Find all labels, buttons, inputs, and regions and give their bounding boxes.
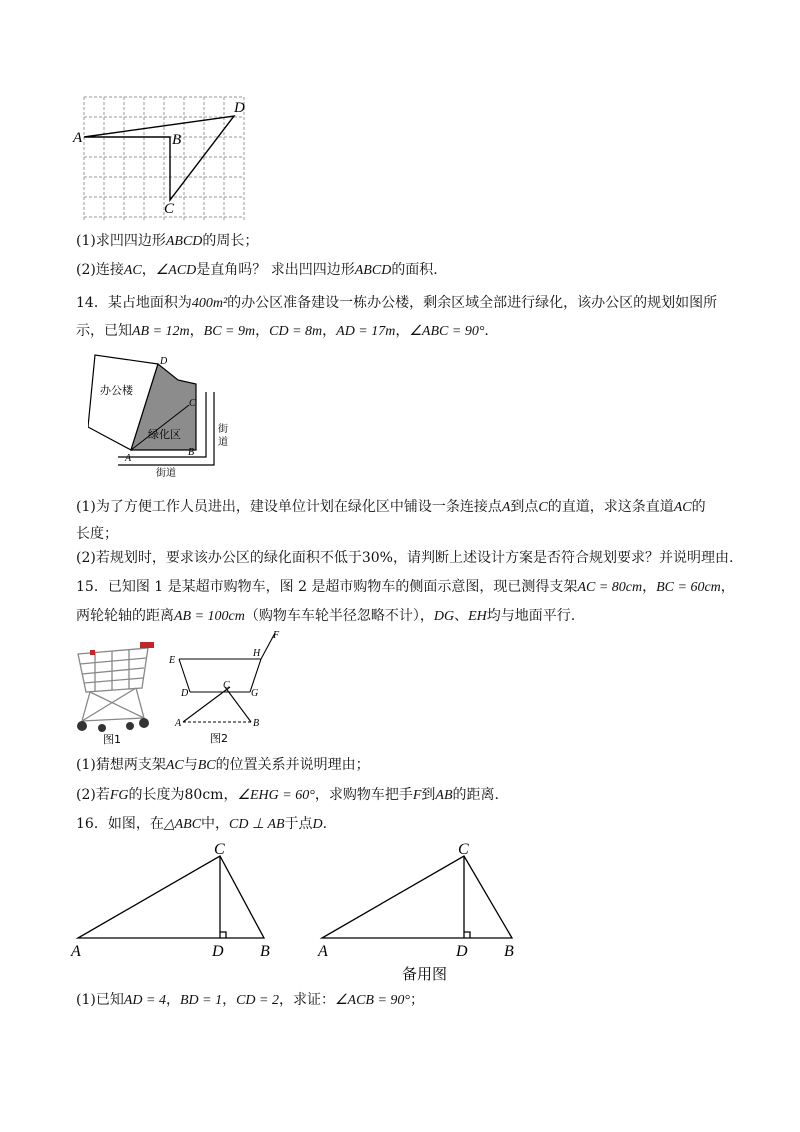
label-D: D	[234, 100, 245, 116]
q13-grid-figure	[70, 92, 260, 227]
q13-part1: (1)求凹四边形ABCD的周长；	[76, 233, 259, 249]
label-F: F	[273, 630, 280, 641]
q14-part1-line2: 长度；	[76, 526, 118, 542]
q14-part1-line1: (1)为了方便工作人员进出，建设单位计划在绿化区中铺设一条连接点A到点C的直道，求这条直道AC的	[76, 499, 706, 515]
q14-intro-line1: 14．某占地面积为400m²的办公区准备建设一栋办公楼，剩余区域全部进行绿化，该办公区的规划如图所	[76, 295, 718, 311]
label-A: A	[73, 130, 83, 146]
q15-cart-schematic	[165, 630, 285, 745]
label-A: A	[125, 453, 132, 464]
triangle-spare	[322, 856, 512, 938]
q14-part2: (2)若规划时，要求该办公区的绿化面积不低于30%，请判断上述设计方案是否符合规划要求？并说明理由.	[76, 550, 734, 566]
q16-intro: 16．如图，在△ABC中，CD ⊥ AB于点D.	[76, 816, 328, 832]
label-D: D	[160, 356, 168, 367]
label-B: B	[260, 943, 270, 960]
street-vertical-label-1: 街	[218, 424, 228, 435]
label-B: B	[253, 718, 260, 729]
fig2-caption: 图2	[210, 732, 228, 745]
label-C: C	[214, 841, 225, 858]
street-horizontal-label: 街道	[156, 468, 176, 479]
q15-cart-photo	[70, 636, 160, 746]
triangle-main	[78, 856, 264, 938]
label-B-spare: B	[504, 943, 514, 960]
q14-office-figure	[88, 352, 233, 482]
label-C-spare: C	[458, 841, 469, 858]
q15-part1: (1)猜想两支架AC与BC的位置关系并说明理由；	[76, 757, 370, 773]
label-D-spare: D	[456, 943, 468, 960]
street-vertical-label-2: 道	[218, 437, 228, 448]
q16-triangles-figure	[66, 838, 526, 988]
label-A-spare: A	[318, 943, 328, 960]
q14-intro-line2: 示，已知AB = 12m，BC = 9m，CD = 8m，AD = 17m，∠ABC = 90°.	[76, 323, 489, 339]
building-label: 办公楼	[100, 384, 133, 397]
label-D: D	[181, 688, 189, 699]
label-A: A	[71, 943, 81, 960]
q15-part2: (2)若FG的长度为80cm，∠EHG = 60°，求购物车把手F到AB的距离.	[76, 787, 499, 803]
fig1-caption: 图1	[103, 733, 121, 746]
label-C: C	[164, 201, 175, 217]
q16-part1: (1)已知AD = 4，BD = 1，CD = 2，求证：∠ACB = 90°；	[76, 992, 425, 1008]
q15-intro-line1: 15．已知图 1 是某超市购物车，图 2 是超市购物车的侧面示意图，现已测得支架AC = 80cm，BC = 60cm，	[76, 579, 735, 595]
label-B: B	[188, 447, 195, 458]
label-E: E	[169, 655, 176, 666]
green-label: 绿化区	[148, 428, 181, 441]
quadrilateral-abcd	[84, 116, 234, 200]
label-A: A	[175, 718, 182, 729]
label-D: D	[212, 943, 224, 960]
label-C: C	[223, 680, 230, 691]
label-G: G	[251, 688, 259, 699]
label-H: H	[253, 648, 261, 659]
label-C: C	[189, 398, 196, 409]
q13-part2: (2)连接AC，∠ACD是直角吗？ 求出凹四边形ABCD的面积.	[76, 262, 438, 278]
label-B: B	[172, 132, 182, 148]
q15-intro-line2: 两轮轮轴的距离AB = 100cm（购物车车轮半径忽略不计），DG、EH均与地面平行.	[76, 608, 576, 624]
spare-figure-caption: 备用图	[402, 965, 448, 983]
